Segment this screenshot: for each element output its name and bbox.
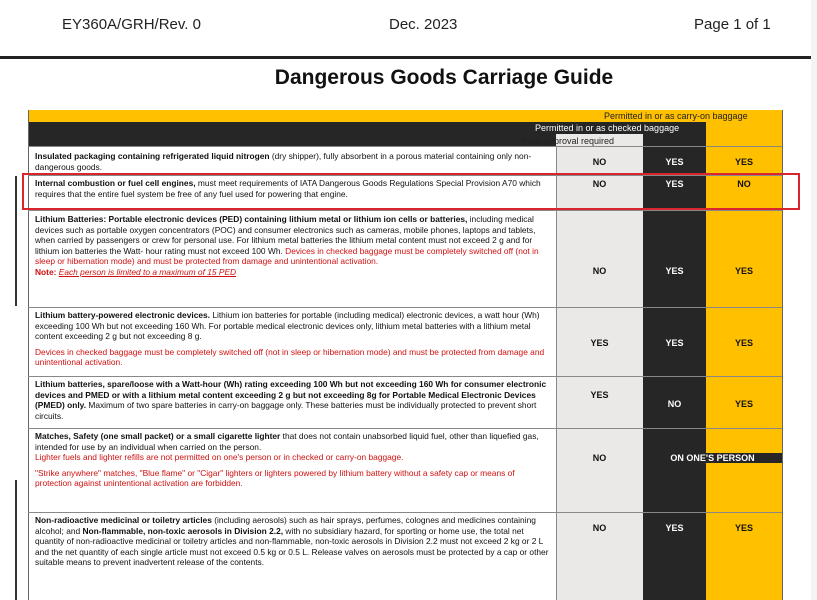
row-text: including medical devices such as portable oxygen concentrators (POC) and consumer electronics such as cameras, mobile phones, laptops and tablets, when carried by passengers or crew for personal use. For lithium metal batteries the lithium metal content must not exceed 2 g and for lithium ion batteries the Watt- hour rating must not exceed 100 Wh. (35, 214, 536, 256)
row-title: Lithium Batteries: Portable electronic devices (PED) containing lithium metal or lithium ion cells or batteries, (35, 214, 468, 224)
row-divider (28, 512, 782, 513)
row-warning-text: Lighter fuels and lighter refills are not permitted on one's person or in checked or carry-on baggage. (35, 452, 404, 463)
carry-on-value: NO (737, 179, 751, 189)
revision-margin-bar (15, 176, 17, 306)
highlight-box (22, 173, 800, 210)
note-label: Note (35, 266, 54, 277)
on-persons-value: ON ONE'S PERSON (643, 453, 782, 463)
row-title: Non-radioactive medicinal or toiletry articles (35, 515, 212, 525)
approval-header-label: Prior Approval required (522, 136, 615, 146)
checked-value: NO (667, 399, 682, 409)
table-row-description (35, 310, 549, 368)
row-divider (28, 376, 782, 377)
checked-header-label: Permitted in or as checked baggage (535, 123, 680, 133)
carry-on-value: YES (734, 399, 753, 409)
page-title: Dangerous Goods Carriage Guide (274, 66, 614, 89)
row-text: (dry shipper), fully absorbent in a porous material containing only non-dangerous goods. (35, 151, 532, 172)
page-edge (811, 0, 817, 600)
row-text: (including aerosols) such as hair sprays, perfumes, colognes and medicines containing alcohol; and (35, 515, 536, 536)
carry-on-value: YES (734, 338, 753, 348)
approval-value: NO (592, 266, 607, 276)
table-row-description (35, 515, 549, 568)
row-text: that does not contain unabsorbed liquid fuel, other than liquefied gas, intended for use by an individual when carried on the person. (35, 431, 539, 452)
page-number: Page 1 of 1 (694, 16, 771, 33)
row-text: Maximum of two spare batteries in carry-on baggage only. These batteries must be individually protected to prevent short circuits. (35, 400, 537, 421)
table-row-description (35, 431, 549, 489)
checked-value: YES (665, 523, 684, 533)
checked-value: YES (665, 266, 684, 276)
row-title: Insulated packaging containing refrigerated liquid nitrogen (35, 151, 270, 161)
row-divider (28, 146, 782, 147)
revision-margin-bar (15, 480, 17, 600)
page-header (0, 0, 817, 59)
row-divider (28, 210, 782, 211)
row-divider (28, 428, 782, 429)
checked-value: YES (665, 338, 684, 348)
carry-on-value: YES (734, 157, 753, 167)
table-row-description: Lithium Batteries: Portable electronic devices (PED) containing lithium metal or lithium ion cells or batteries, including medical devices such as portable oxygen concentrators (POC) and consumer electronics such as cameras, mobile phones, laptops and tablets, when carried by passengers or crew for personal use. For lithium metal batteries the lithium metal content must not exceed 2 g and for lithium ion batteries the Watt- hour rating must not exceed 100 Wh. Devices in checked baggage must be completely switched off (not in sleep or hibernation mode) and must be protected from damage and unintentional activation. Note: Each person is limited to a maximum of 15 PED (35, 214, 539, 277)
row-title: Internal combustion or fuel cell engines, (35, 178, 196, 188)
row-title: Lithium battery-powered electronic devices. (35, 310, 210, 320)
carry-on-value: YES (734, 523, 753, 533)
note-text: Each person is limited to a maximum of 15 PED (58, 266, 237, 277)
row-divider (28, 307, 782, 308)
row-warning-text: Devices in checked baggage must be completely switched off (not in sleep or hibernation mode) and must be protected from damage and unintentional activation. (35, 245, 539, 267)
approval-value: NO (592, 453, 607, 463)
row-title-2: Non-flammable, non-toxic aerosols in Division 2.2, (82, 525, 284, 536)
approval-value: NO (592, 157, 607, 167)
table-row-description (35, 379, 549, 421)
carry-on-value: YES (734, 266, 753, 276)
checked-value: YES (665, 179, 684, 189)
checked-value: YES (665, 157, 684, 167)
approval-value: NO (592, 523, 607, 533)
approval-header-bar (28, 134, 556, 146)
approval-value: YES (590, 338, 609, 348)
row-warning-text: Devices in checked baggage must be completely switched off (not in sleep or hibernation mode) and must be protected from damage and unintentional activation. (35, 346, 545, 368)
row-title: Matches, Safety (one small packet) or a small cigarette lighter (35, 431, 281, 441)
row-text: Lithium ion batteries for portable (including medical) electronic devices, a watt hour (Wh) exceeding 100 Wh but not exceeding 160 Wh. For portable medical electronic devices only, lithium metal batteries with a lithium metal content exceeding 2 g but not exceeding 8 g. (35, 310, 540, 342)
approval-value: YES (590, 390, 609, 400)
row-text: must meet requirements of IATA Dangerous Goods Regulations Special Provision A70 which requires that the entire fuel system be free of any fuel used for powering that engine. (35, 178, 541, 199)
row-warning-text-2: "Strike anywhere" matches, "Blue flame" or "Cigar" lighters or lighters powered by lithium battery without a safety cap or means of protection against unintentional activation are forbidden. (35, 467, 515, 489)
row-title: Lithium batteries, spare/loose with a Watt-hour (Wh) rating exceeding 100 Wh but not exceeding 160 Wh for consumer electronic devices and PMED or with a lithium metal content exceeding 2 g but not exceeding 8g for Portable Medical Electronic Devices (PMED) only. (35, 379, 547, 411)
document-date: Dec. 2023 (389, 16, 458, 33)
document-reference: EY360A/GRH/Rev. 0 (62, 16, 201, 33)
table-row-description (35, 151, 549, 172)
approval-value: NO (592, 179, 607, 189)
carry-on-header-label: Permitted in or as carry-on baggage (604, 111, 748, 121)
row-text-2: with no subsidiary hazard, for sporting or home use, the total net quantity of non-radioactive medicinal or toiletry articles and non-flammable, non-toxic aerosols in Division 2.2 must not exceed 2 kg or 2 L and the net quantity of each single article must not exceed 0.5 kg or 0.5 L. Release valves on aerosols must be protected by a cap or other suitable means to prevent inadvertent release of the contents. (35, 525, 549, 568)
